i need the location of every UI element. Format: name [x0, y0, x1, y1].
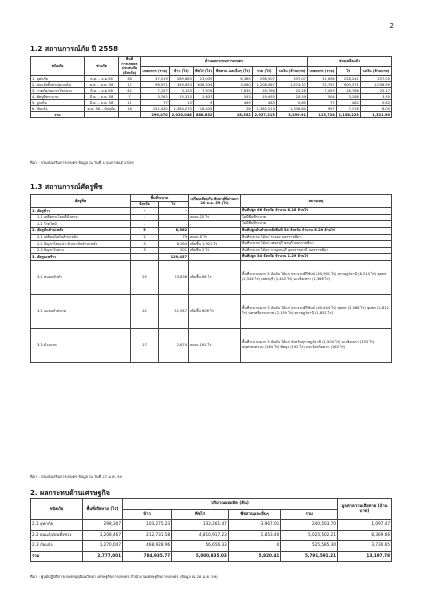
table-cell: ต.ค. 56 – ปัจจุบัน [85, 106, 119, 112]
table-cell: 8,369.66 [338, 530, 392, 541]
table-cell: 2,637 [193, 94, 214, 100]
table-cell: 5,820.41 [228, 551, 281, 562]
table-cell: มี.ค. – ธ.ค. 58 [85, 94, 119, 100]
table-cell: 2.1 อุทกภัย [31, 520, 83, 531]
table-row [31, 260, 392, 294]
pest-compare [189, 208, 241, 215]
table-cell: 4. ศัตรูพืชระบาด [31, 94, 85, 100]
table-cell: 836,534 [193, 82, 214, 88]
pest-area: 79 [159, 234, 189, 241]
pest-name: 2. ศัตรูมันสำปะหลัง [31, 227, 131, 234]
table-cell: 6,385 [214, 76, 252, 82]
section-1-2-source: ที่มา : กรมส่งเสริมการเกษตร ข้อมูล ณ วันที่ 4 กุมภาพันธ์ 2559 [30, 160, 134, 165]
economic-table [30, 498, 392, 562]
disaster-table [30, 56, 392, 118]
table-row [31, 254, 392, 261]
table-cell: 18,552 [214, 112, 252, 118]
table-cell: 1,364,070 [169, 106, 193, 112]
pest-name: 1.1 เพลี้ยกระโดดสีน้ำตาล [31, 214, 131, 221]
pest-note: ไม่มีพื้นที่ระบาด [241, 214, 392, 221]
table-cell: 18,435 [193, 106, 214, 112]
table-cell: 77 [141, 100, 170, 106]
pest-area: 74,836 [159, 260, 189, 294]
table-cell: 525,585.30 [281, 541, 338, 552]
table-cell: 3,299.91 [276, 112, 307, 118]
table-cell: 469 [214, 100, 252, 106]
pest-area: 129,457 [159, 254, 189, 261]
pest-note: พื้นที่ระบาดมาก 5 อันดับ ได้แก่ ประจวบคีรีขันธ์ (40,444 ไร่) ชุมพร (2,586 ไร่) ชุมพร (2,812 ไร่) นครศรีธรรมราช (2,159 ไร่) สุราษฎร์ธานี (1,852 ไร่) [241, 294, 392, 328]
table-cell: 1,208,467 [83, 530, 123, 541]
pest-name: 2.3 ปัญหาใบด่าง [31, 247, 131, 254]
pest-compare [189, 227, 241, 234]
table-cell: 3.50 [360, 94, 391, 100]
pest-provinces: 5 [131, 227, 159, 234]
table-row [31, 227, 392, 234]
pest-name: 3.1 หนอนหัวดำ [31, 260, 131, 294]
pest-compare: เพิ่มขึ้น 2 ไร่ [189, 247, 241, 254]
table-cell: 19,493 [252, 94, 276, 100]
table-cell: 1,158,223 [336, 112, 360, 118]
table-cell: 31,656 [307, 76, 336, 82]
table-cell: 7,176 [336, 106, 360, 112]
table-cell: 18,766 [252, 88, 276, 94]
table-row [31, 530, 392, 541]
pest-provinces [131, 254, 159, 261]
pest-area: 8,284 [159, 241, 189, 248]
hdr-econ-value: มูลค่าความเสียหาย (ล้านบาท) [338, 499, 392, 520]
table-row [31, 294, 392, 328]
pest-name: 2.1 เพลี้ยแป้งมันสำปะหลัง [31, 234, 131, 241]
table-cell: 2,777,001 [83, 551, 123, 562]
pest-compare: ลดลง 25 ไร่ [189, 214, 241, 221]
table-cell: 299,470 [141, 112, 170, 118]
hdr-field-crops: พืชไร่ (ไร่) [193, 66, 214, 76]
pest-note: พื้นที่ปลูก 54 จังหวัด จำนวน 1.29 ล้านไร่ [241, 254, 392, 261]
table-cell: พ.ค. – ธ.ค. 58 [85, 82, 119, 88]
pest-provinces: 25 [131, 260, 159, 294]
table-cell: 15,313 [169, 94, 193, 100]
table-cell: 2.2 ฝนแล้ง/ฝนทิ้งช่วง [31, 530, 83, 541]
hdr-econ-output-group: ปริมาณผลผลิต (ตัน) [123, 499, 338, 510]
section-2-title: 2. ผลกระทบด้านเศรษฐกิจ [30, 489, 110, 497]
table-cell: 900,371 [336, 82, 360, 88]
pest-name: 2.2 ปัญหาโคนเน่า-หัวเน่ามันสำปะหลัง [31, 241, 131, 248]
hdr-pest: ศัตรูพืช [31, 195, 131, 208]
pest-name: 3. ศัตรูมะพร้าว [31, 254, 131, 261]
hdr-help-money: วงเงิน (ล้านบาท) [360, 66, 391, 76]
table-cell: 997 [307, 106, 336, 112]
section-1-2-title: 1.2 สถานการณ์ภัย ปี 2558 [30, 45, 119, 53]
table-cell: 298,307 [252, 76, 276, 82]
table-cell: 6. ภัยแล้ง [31, 106, 85, 112]
table-cell: 3,762 [141, 94, 170, 100]
table-cell: 18,766 [336, 88, 360, 94]
table-cell: 38 [119, 76, 141, 82]
table-cell: 212,731.58 [123, 530, 172, 541]
table-cell: 784,935.77 [123, 551, 172, 562]
pest-area: 8,562 [159, 227, 189, 234]
table-cell: 1,270,047 [83, 541, 123, 552]
table-cell: 543 [214, 94, 252, 100]
table-cell: 8.05 [360, 106, 391, 112]
table-cell [85, 112, 119, 118]
table-cell: 133,261.47 [172, 520, 229, 531]
pest-table [30, 194, 392, 363]
table-cell: 257.05 [360, 76, 391, 82]
total-row [31, 551, 392, 562]
hdr-provinces: พื้นที่ การเกษตร ประสบภัย (จังหวัด) [119, 57, 141, 76]
table-cell: มี.ค. – ธ.ค.58 [85, 88, 119, 94]
table-cell: 3. วาตภัย/ลมกรรโชกแรง [31, 88, 85, 94]
pest-note: พื้นที่ปลูกมันสำปะหลังพื้นที่ 54 จังหวัด จำนวน 8.20 ล้านไร่ [241, 227, 392, 234]
hdr-outbreak-group: พื้นที่ระบาด [131, 195, 189, 202]
section-2-source: ที่มา : ศูนย์ปฏิบัติการเกษตรอุตุนิยมวิทยา เศรษฐกิจการเกษตร สำนักงานเศรษฐกิจการเกษตร (ข้อมูล ณ 28 ม.ค. 59) [30, 574, 218, 579]
table-cell: 11 [119, 100, 141, 106]
table-cell: 1,574.37 [276, 82, 307, 88]
hdr-econ-garden: พืชสวนและอื่นๆ [228, 509, 281, 520]
table-cell: 5. ลูกเห็บ [31, 100, 85, 106]
pest-compare: เพิ่มขึ้น 1,921 ไร่ [189, 241, 241, 248]
table-cell: 98,971 [141, 82, 170, 88]
table-cell: 349,653 [169, 82, 193, 88]
table-row [31, 241, 392, 248]
pest-note: พื้นที่ระบาด ได้แก่ เพชรบุรี ชลบุรี นครราชสีมา [241, 241, 392, 248]
hdr-econ-field: พืชไร่ [172, 509, 229, 520]
hdr-rice: ข้าว (ไร่) [169, 66, 193, 76]
table-cell: 1,336.80 [276, 106, 307, 112]
table-cell: 16 [119, 106, 141, 112]
table-cell: 888,632 [193, 112, 214, 118]
pest-note: ไม่มีพื้นที่ระบาด [241, 221, 392, 228]
table-row [31, 221, 392, 228]
pest-area: 201 [159, 247, 189, 254]
hdr-help-farmers: เกษตรกร (ราย) [307, 66, 336, 76]
table-cell: ต.ค. – ธ.ค.58 [85, 76, 119, 82]
table-cell: รวม [31, 551, 83, 562]
table-cell: 9 [193, 100, 214, 106]
table-cell: 1,321.90 [360, 112, 391, 118]
hdr-econ-rice: ข้าว [123, 509, 172, 520]
pest-area: - [159, 221, 189, 228]
hdr-econ-type: ชนิดภัย [31, 499, 83, 520]
table-cell: 25.28 [276, 88, 307, 94]
pest-compare: - [189, 221, 241, 228]
page-number: 2 [389, 22, 394, 30]
table-cell: 298,307 [83, 520, 123, 531]
table-cell: 3,186 [336, 94, 360, 100]
table-cell: 289,883 [169, 76, 193, 82]
pest-area: - [159, 208, 189, 215]
table-cell: 25.17 [360, 88, 391, 94]
table-row [31, 541, 392, 552]
hdr-farmers: เกษตรกร (ราย) [141, 66, 170, 76]
table-cell: 7,493 [307, 88, 336, 94]
pest-name: 1. ศัตรูข้าว [31, 208, 131, 215]
table-cell: 2.3 ภัยแล้ง [31, 541, 83, 552]
table-cell: 468,928.96 [123, 541, 172, 552]
table-row [31, 328, 392, 362]
pest-compare [189, 254, 241, 261]
total-row [31, 112, 392, 118]
pest-area: 2,674 [159, 328, 189, 362]
table-cell: 1,853.40 [228, 530, 281, 541]
table-cell: 17 [119, 82, 141, 88]
hdr-help-area: ไร่ [336, 66, 360, 76]
table-cell: 3,730.65 [338, 541, 392, 552]
table-cell: 28 [214, 106, 252, 112]
table-cell: 0.80 [276, 100, 307, 106]
table-cell: 37,019 [141, 76, 170, 82]
table-cell: 2,020,048 [169, 112, 193, 118]
table-cell: 482 [336, 100, 360, 106]
table-row [31, 234, 392, 241]
table-cell: 2,927,213 [252, 112, 276, 118]
table-cell: 3,153 [169, 88, 193, 94]
table-cell: 7,976 [193, 88, 214, 94]
table-cell: 1,097.47 [338, 520, 392, 531]
table-cell: 2. ฝนแล้งทิ้งช่วง(ฝนแล้ง) [31, 82, 85, 88]
table-cell: มี.ค. – ธ.ค. 58 [85, 100, 119, 106]
hdr-damage-group: ด้านผลกระทบการเกษตร [141, 57, 308, 67]
pest-name: 1.2 โรคไหม้ [31, 221, 131, 228]
hdr-econ-area: พื้นที่เสียหาย (ไร่) [83, 499, 123, 520]
table-row [31, 214, 392, 221]
table-cell: 13,197.78 [338, 551, 392, 562]
pest-name: 3.3 ด้วงแรด [31, 328, 131, 362]
table-cell: 113,724 [307, 112, 336, 118]
table-cell: 7,635 [214, 88, 252, 94]
table-cell: 228,241 [336, 76, 360, 82]
table-cell: 5,791,591.21 [281, 551, 338, 562]
pest-note: พื้นที่ปลูก 66 จังหวัด จำนวน 6.26 ล้านไร่ [241, 208, 392, 215]
hdr-note: หมายเหตุ [241, 195, 392, 208]
hdr-compare: เปรียบเทียบกับ สัปดาห์ที่ผ่านมา 20 ม.ค. 59 (ไร่) [189, 195, 241, 208]
pest-area: - [159, 214, 189, 221]
table-cell: รวม [31, 112, 85, 118]
table-cell: 1,382,513 [252, 106, 276, 112]
table-cell: 1,036.99 [360, 82, 391, 88]
pest-note: พื้นที่ระบาด ได้แก่ ระยอง นครราชสีมา [241, 234, 392, 241]
hdr-money: วงเงิน (ล้านบาท) [276, 66, 307, 76]
section-1-3-source: ที่มา : กรมส่งเสริมการเกษตร ข้อมูล ณ วันที่ 27 ม.ค. 59 [30, 474, 122, 479]
table-cell: 3,967.01 [228, 520, 281, 531]
table-cell: 23,039 [193, 76, 214, 82]
table-cell: 0.82 [360, 100, 391, 106]
hdr-help-group: ช่วยเหลือแล้ว [307, 57, 391, 67]
pest-note: พื้นที่ระบาด ได้แก่ กาญจนบุรี อุบลราชธานี นครราชสีมา [241, 247, 392, 254]
table-cell: 1,208,467 [252, 82, 276, 88]
table-cell: 1. อุทกภัย [31, 76, 85, 82]
table-cell: 0 [228, 541, 281, 552]
table-cell: 3,080 [214, 82, 252, 88]
pest-provinces: - [131, 214, 159, 221]
pest-area: 51,947 [159, 294, 189, 328]
pest-provinces: 17 [131, 328, 159, 362]
pest-provinces: 3 [131, 241, 159, 248]
table-row [31, 247, 392, 254]
pest-compare: ลดลง 161 ไร่ [189, 328, 241, 362]
hdr-disaster-type: ชนิดภัย [31, 57, 85, 76]
table-cell: 42 [119, 88, 141, 94]
table-cell: 20.59 [276, 94, 307, 100]
table-cell: 4,810,917.23 [172, 530, 229, 541]
table-row [31, 520, 392, 531]
table-cell [119, 112, 141, 118]
table-cell: 337.07 [276, 76, 307, 82]
table-cell: 77 [307, 100, 336, 106]
pest-provinces: 22 [131, 294, 159, 328]
table-cell: 13 [169, 100, 193, 106]
table-row [31, 208, 392, 215]
hdr-prov: จังหวัด [131, 201, 159, 208]
pest-note: พื้นที่ระบาดมาก 5 อันดับ ได้แก่ ประจวบคีรีขันธ์ (40,991 ไร่) สุราษฎร์ธานี (6,210 ไร่) ชุมพร (2,544 ไร่) เพชรบุรี (1,442 ไร่) ฉะเชิงเทรา (1,366 ไร่) [241, 260, 392, 294]
hdr-garden: พืชสวน และอื่นๆ (ไร่) [214, 66, 252, 76]
pest-compare: เพิ่มขึ้น 606 ไร่ [189, 294, 241, 328]
pest-note: พื้นที่ระบาดมาก 5 อันดับ ได้แก่ จังหวัดสุราษฎร์ธานี (1,504 ไร่) ฉะเชิงเทรา (333 ไร่) สมุทรสงคราม (164 ไร่) พัทลุง (192 ไร่) และจังหวัดตาก (163 ไร่) [241, 328, 392, 362]
pest-compare: ลดลง 8 ไร่ [189, 234, 241, 241]
hdr-econ-sum: รวม [281, 509, 338, 520]
pest-provinces: 2 [131, 234, 159, 241]
section-1-3-title: 1.3 สถานการณ์ศัตรูพืช [30, 183, 103, 191]
table-cell: 5,025,502.21 [281, 530, 338, 541]
table-cell: 151,420 [141, 106, 170, 112]
table-cell: 7,157 [141, 88, 170, 94]
table-cell: 240,503.70 [281, 520, 338, 531]
pest-provinces: - [131, 221, 159, 228]
table-cell: 483 [252, 100, 276, 106]
table-cell: 56,656.33 [172, 541, 229, 552]
pest-compare: เพิ่มขึ้น 66 ไร่ [189, 260, 241, 294]
table-cell: 72,797 [307, 82, 336, 88]
pest-provinces: 3 [131, 247, 159, 254]
table-cell: 5,000,835.03 [172, 551, 229, 562]
hdr-rai: ไร่ [159, 201, 189, 208]
table-cell: 504 [307, 94, 336, 100]
hdr-total: รวม (ไร่) [252, 66, 276, 76]
table-cell: 103,275.23 [123, 520, 172, 531]
table-cell: 7 [119, 94, 141, 100]
pest-provinces: - [131, 208, 159, 215]
hdr-period: ช่วงภัย [85, 57, 119, 76]
pest-name: 3.2 แมลงดำหนาม [31, 294, 131, 328]
